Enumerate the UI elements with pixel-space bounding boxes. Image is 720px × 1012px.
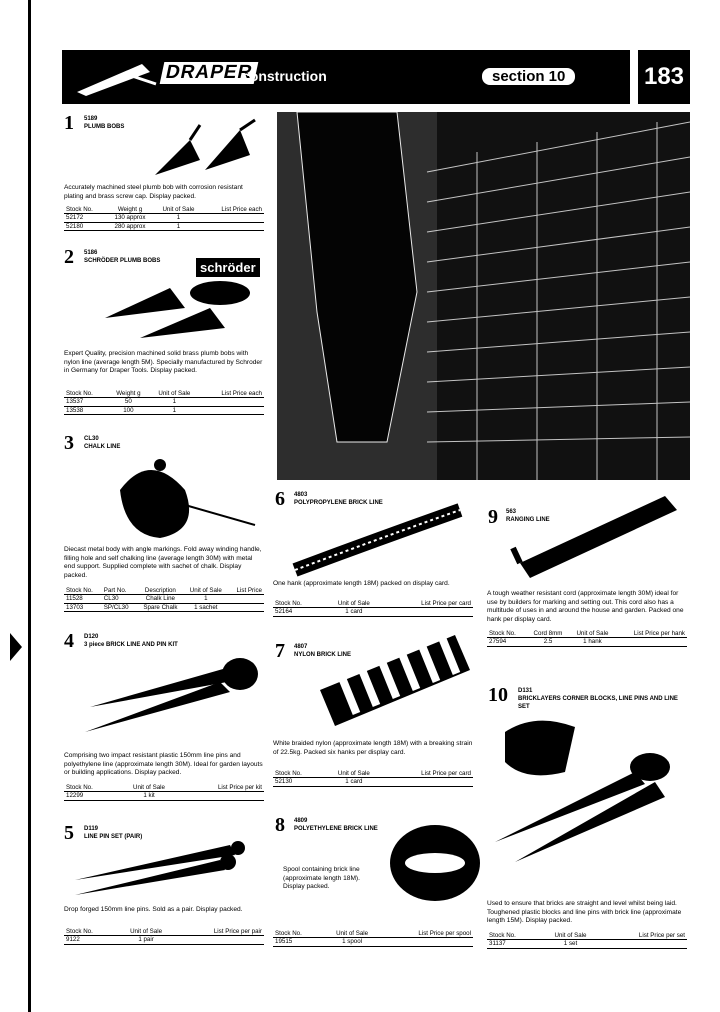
product-name: 3 piece BRICK LINE AND PIN KIT — [84, 642, 178, 648]
table-cell — [381, 938, 473, 946]
column-header: List Price per kit — [180, 784, 264, 792]
column-header: List Price per hank — [616, 630, 687, 638]
brick-line-spool-image — [385, 815, 485, 905]
product-number: 10 — [488, 684, 508, 706]
table-cell — [200, 398, 264, 406]
ranging-line-image — [505, 488, 685, 583]
product-description: A tough weather resistant cord (approximate length 30M) ideal for use by builders for marking and setting out. This cord also has a multitude of uses in and around the house and garden. Packed one hank per display card. — [487, 590, 684, 623]
table-row — [273, 778, 473, 786]
product-number: 4 — [64, 630, 74, 652]
plumb-bob-image — [145, 115, 265, 180]
table-cell — [203, 222, 264, 230]
column-header: Unit of Sale — [324, 770, 384, 778]
column-header: List Price per card — [384, 600, 473, 608]
table-row — [64, 792, 264, 800]
table-cell: Spare Chalk — [137, 603, 184, 611]
product-description: Spool containing brick line (approximate length 18M). Display packed. — [283, 866, 360, 891]
product-number: 3 — [64, 432, 74, 454]
column-header: Stock No. — [273, 600, 324, 608]
polypropylene-brick-line-image — [285, 500, 470, 580]
column-header: Description — [137, 587, 184, 595]
table-row — [64, 936, 264, 944]
spec-table — [64, 206, 264, 231]
column-header: List Price per pair — [176, 928, 264, 936]
column-header: Unit of Sale — [184, 587, 228, 595]
table-row — [64, 214, 264, 222]
column-header: Unit of Sale — [116, 928, 177, 936]
product-name: POLYPROPYLENE BRICK LINE — [294, 500, 383, 506]
table-row — [487, 940, 687, 948]
product-name: NYLON BRICK LINE — [294, 652, 351, 658]
column-header: Stock No. — [64, 206, 106, 214]
product-code: 4807 — [294, 644, 308, 650]
product-code: D131 — [518, 688, 533, 694]
nylon-brick-line-card-image — [315, 630, 475, 730]
spec-table — [64, 587, 264, 612]
column-header: List Price — [228, 587, 264, 595]
column-header: Cord 8mm — [527, 630, 569, 638]
table-cell: 52164 — [273, 608, 324, 616]
spec-table — [64, 784, 264, 801]
column-header: Stock No. — [64, 390, 108, 398]
product-description: Used to ensure that bricks are straight and level whilst being laid. Toughened plastic blocks and line pins with brick line (approximate length 15M). Display packed. — [487, 900, 682, 925]
bricklayer-trowel-icon — [72, 58, 157, 98]
product-name: LINE PIN SET (PAIR) — [84, 834, 143, 840]
column-header: Part No. — [102, 587, 137, 595]
product-number: 9 — [488, 506, 498, 528]
table-cell: 280 approx — [106, 222, 154, 230]
table-cell — [228, 595, 264, 603]
table-cell: 19515 — [273, 938, 323, 946]
product-number: 2 — [64, 246, 74, 268]
column-header: Unit of Sale — [540, 932, 602, 940]
header-banner — [62, 50, 630, 104]
table-cell: 52130 — [273, 778, 324, 786]
table-cell: 1 kit — [118, 792, 181, 800]
product-name: PLUMB BOBS — [84, 124, 125, 130]
spec-table — [273, 600, 473, 617]
column-header: Stock No. — [64, 784, 118, 792]
column-header: Stock No. — [487, 932, 540, 940]
schroder-plumb-bobs-image — [100, 268, 260, 346]
product-description: One hank (approximate length 18M) packed on display card. — [273, 580, 450, 587]
product-number: 7 — [275, 640, 285, 662]
table-row — [273, 938, 473, 946]
product-name: POLYETHYLENE BRICK LINE — [294, 826, 378, 832]
table-cell: 1 set — [540, 940, 602, 948]
bricklayer-photo — [277, 112, 690, 480]
column-header: Unit of Sale — [154, 206, 203, 214]
table-cell: 31137 — [487, 940, 540, 948]
product-code: 4809 — [294, 818, 308, 824]
product-name: RANGING LINE — [506, 517, 550, 523]
table-cell: SP/CL30 — [102, 603, 137, 611]
catalogue-title: construction — [242, 68, 327, 84]
table-cell — [203, 214, 264, 222]
table-cell: 52172 — [64, 214, 106, 222]
product-description: Diecast metal body with angle markings. Fold away winding handle, filling hole and self chalking line (average length 30M) with metal end support. Supplied complete with sachet of chalk. Display packed. — [64, 546, 262, 579]
product-code: CL30 — [84, 436, 99, 442]
column-header: List Price each — [200, 390, 264, 398]
table-row — [64, 222, 264, 230]
table-cell: 13537 — [64, 398, 108, 406]
column-header: Stock No. — [487, 630, 527, 638]
product-description: Accurately machined steel plumb bob with corrosion resistant plating and brass screw cap. Display packed. — [64, 184, 243, 200]
brick-line-pin-kit-image — [80, 652, 265, 744]
spec-table — [64, 928, 264, 945]
table-row — [64, 406, 264, 414]
column-header: List Price each — [203, 206, 264, 214]
column-header: Weight g — [106, 206, 154, 214]
table-cell — [384, 608, 473, 616]
column-header: Unit of Sale — [569, 630, 615, 638]
column-header: Unit of Sale — [118, 784, 181, 792]
column-header: Stock No. — [64, 587, 102, 595]
table-row — [273, 608, 473, 616]
chalk-line-image — [110, 450, 260, 542]
binding-line — [28, 0, 31, 1012]
table-cell — [616, 638, 687, 646]
table-cell — [180, 792, 264, 800]
column-header: Stock No. — [273, 930, 323, 938]
table-cell: 27594 — [487, 638, 527, 646]
table-cell: 1 pair — [116, 936, 177, 944]
line-pins-image — [70, 840, 250, 900]
product-name: CHALK LINE — [84, 444, 121, 450]
product-code: 5189 — [84, 116, 98, 122]
table-cell: Chalk Line — [137, 595, 184, 603]
column-header: Unit of Sale — [149, 390, 201, 398]
table-cell: 13538 — [64, 406, 108, 414]
product-code: 563 — [506, 509, 517, 515]
table-cell: 12299 — [64, 792, 118, 800]
table-row — [64, 603, 264, 611]
table-cell: 100 — [108, 406, 149, 414]
column-header: Stock No. — [64, 928, 116, 936]
page-marker-arrow — [10, 633, 22, 661]
table-row — [64, 398, 264, 406]
table-cell: 2.5 — [527, 638, 569, 646]
table-row — [487, 638, 687, 646]
section-label: section 10 — [482, 68, 575, 85]
corner-blocks-line-pins-image — [485, 712, 685, 872]
table-cell: 50 — [108, 398, 149, 406]
table-cell: 13703 — [64, 603, 102, 611]
product-code: D119 — [84, 826, 99, 832]
spec-table — [273, 930, 473, 947]
product-number: 6 — [275, 488, 285, 510]
table-cell: 1 sachet — [184, 603, 228, 611]
column-header: List Price per spool — [381, 930, 473, 938]
table-cell — [601, 940, 687, 948]
table-cell — [176, 936, 264, 944]
product-number: 5 — [64, 822, 74, 844]
table-cell: 130 approx — [106, 214, 154, 222]
table-cell — [384, 778, 473, 786]
column-header: Unit of Sale — [323, 930, 381, 938]
product-description: Comprising two impact resistant plastic 150mm line pins and polyethylene line (approximate length 30M). Ideal for garden layouts or building applications. Display packed. — [64, 752, 263, 777]
table-cell — [228, 603, 264, 611]
table-cell: 9122 — [64, 936, 116, 944]
page-number: 183 — [638, 50, 690, 104]
table-cell — [200, 406, 264, 414]
table-cell: 1 spool — [323, 938, 381, 946]
product-number: 1 — [64, 112, 74, 134]
column-header: List Price per card — [384, 770, 473, 778]
brand-logo: DRAPER — [160, 62, 259, 84]
table-cell: 1 — [184, 595, 228, 603]
table-cell: 52180 — [64, 222, 106, 230]
column-header: Unit of Sale — [324, 600, 384, 608]
product-description: Expert Quality, precision machined solid brass plumb bobs with nylon line (average length 5M). Specially manufactured by Schroder in Germany for Draper Tools. Display packed. — [64, 350, 263, 375]
table-cell: 1 — [149, 398, 201, 406]
table-cell: 1 — [149, 406, 201, 414]
product-number: 8 — [275, 814, 285, 836]
product-description: Drop forged 150mm line pins. Sold as a pair. Display packed. — [64, 906, 243, 913]
table-cell: 1 card — [324, 608, 384, 616]
table-row — [64, 595, 264, 603]
product-code: D120 — [84, 634, 99, 640]
product-name: SCHRÖDER PLUMB BOBS — [84, 258, 161, 264]
table-cell: 1 card — [324, 778, 384, 786]
column-header: Weight g — [108, 390, 149, 398]
table-cell: 1 — [154, 214, 203, 222]
spec-table — [487, 932, 687, 949]
column-header: Stock No. — [273, 770, 324, 778]
table-cell: CL30 — [102, 595, 137, 603]
spec-table — [487, 630, 687, 647]
product-description: White braided nylon (approximate length 18M) with a breaking strain of 22.5kg. Packed six hanks per display card. — [273, 740, 473, 756]
table-cell: 11528 — [64, 595, 102, 603]
brick-wall-image — [277, 112, 690, 480]
spec-table — [273, 770, 473, 787]
product-name: BRICKLAYERS CORNER BLOCKS, LINE PINS AND LINE SET — [518, 696, 678, 710]
table-cell: 1 — [154, 222, 203, 230]
product-code: 5186 — [84, 250, 98, 256]
product-code: 4803 — [294, 492, 308, 498]
column-header: List Price per set — [601, 932, 687, 940]
spec-table — [64, 390, 264, 415]
schroder-logo: schröder — [196, 258, 260, 277]
table-cell: 1 hank — [569, 638, 615, 646]
